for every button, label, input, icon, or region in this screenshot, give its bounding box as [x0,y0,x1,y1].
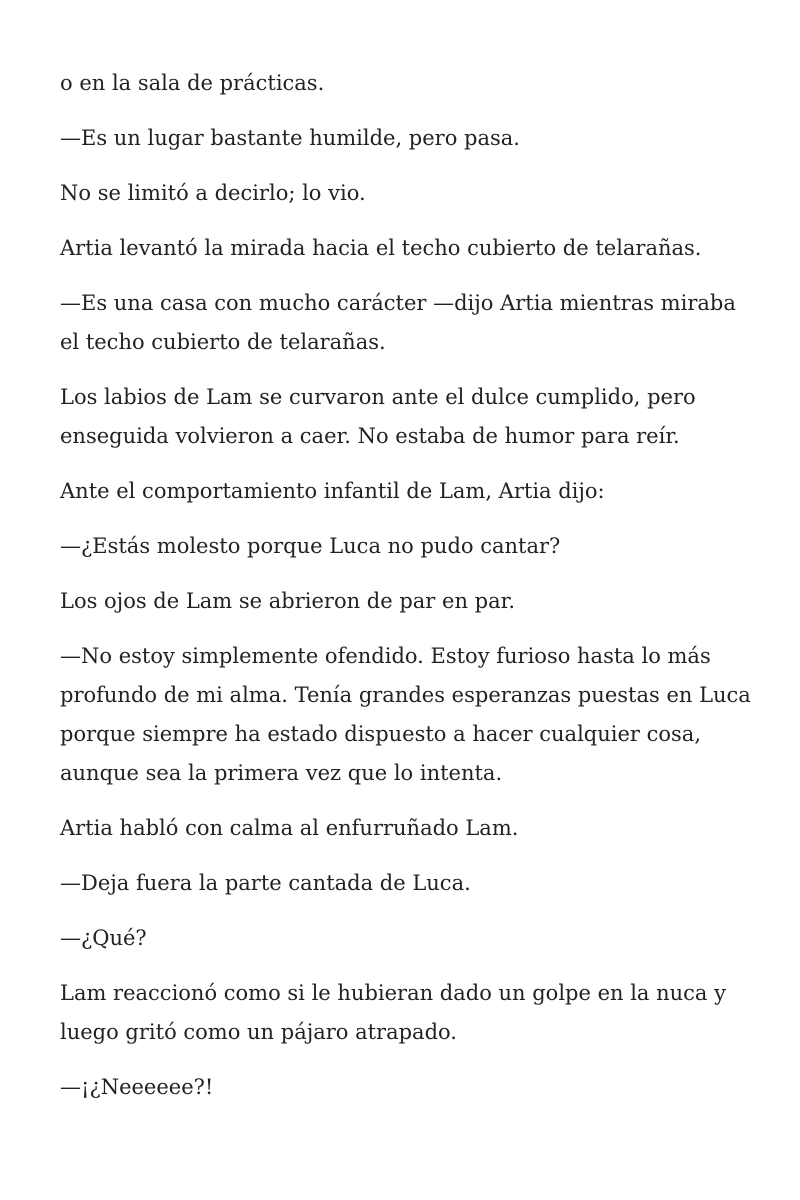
paragraph: —¡¿Neeeeee?! [60,1075,214,1099]
paragraph: Los labios de Lam se curvaron ante el dulce cumplido, pero enseguida volvieron a caer. No estaba de humor para reír. [60,385,696,448]
paragraph: No se limitó a decirlo; lo vio. [60,181,366,205]
paragraph: Artia habló con calma al enfurruñado Lam. [60,816,519,840]
paragraph: Ante el comportamiento infantil de Lam, Artia dijo: [60,479,605,503]
paragraph: —¿Estás molesto porque Luca no pudo cantar? [60,534,561,558]
page-text [60,64,760,1123]
paragraph: —Es una casa con mucho carácter —dijo Artia mientras miraba el techo cubierto de telarañas. [60,291,736,354]
paragraph: —Deja fuera la parte cantada de Luca. [60,871,471,895]
paragraph: —No estoy simplemente ofendido. Estoy furioso hasta lo más profundo de mi alma. Tenía grandes esperanzas puestas en Luca porque siempre ha estado dispuesto a hacer cualquier cosa, aunque sea la primera vez que lo intenta. [60,644,751,785]
paragraph: Lam reaccionó como si le hubieran dado un golpe en la nuca y luego gritó como un pájaro atrapado. [60,981,726,1044]
paragraph: Artia levantó la mirada hacia el techo cubierto de telarañas. [60,236,702,260]
paragraph: —Es un lugar bastante humilde, pero pasa. [60,126,520,150]
paragraph: Los ojos de Lam se abrieron de par en par. [60,589,516,613]
paragraph: —¿Qué? [60,926,147,950]
paragraph: o en la sala de prácticas. [60,71,325,95]
